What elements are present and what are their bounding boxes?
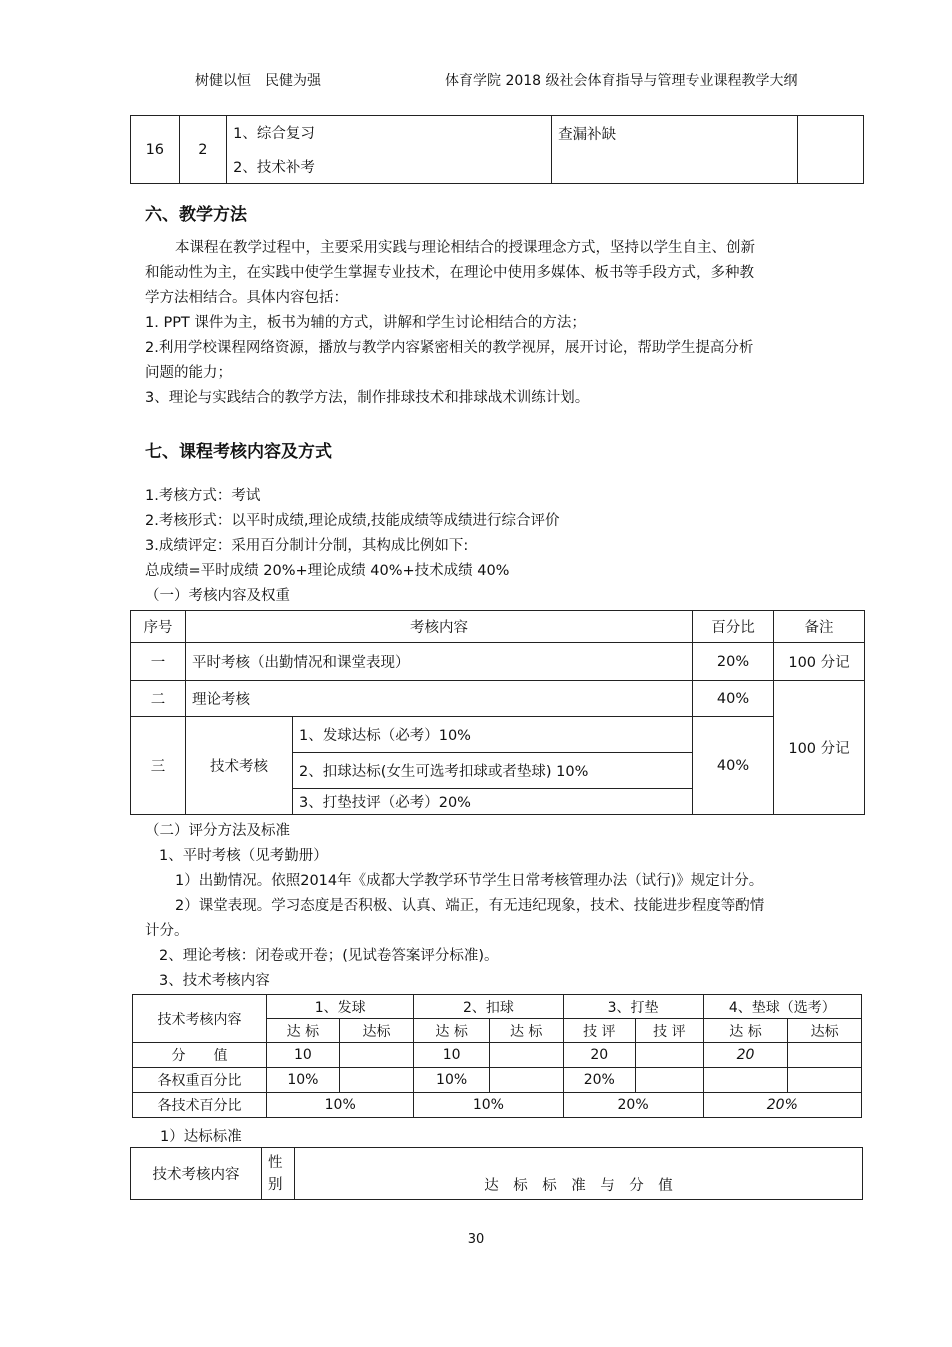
row3-pct: 40% (693, 717, 774, 815)
gender-cell (262, 1148, 295, 1200)
method-item-1: 1. PPT 课件为主，板书为辅的方式，讲解和学生讨论相结合的方法； (145, 315, 586, 331)
row23-note: 100 分记 (774, 681, 865, 815)
para-line-2: 和能动性为主，在实践中使学生掌握专业技术，在理论中使用多媒体、板书等手段方式，多种教 (145, 265, 754, 281)
row1-content: 平时考核（出勤情况和课堂表现） (186, 643, 693, 681)
content-item-2: 2、技术补考 (227, 150, 552, 184)
row1-note: 100 分记 (774, 643, 865, 681)
standard-title: 1）达标标准 (160, 1129, 242, 1145)
label-weight: 各权重百分比 (133, 1068, 267, 1093)
standard-table (130, 1147, 863, 1200)
weight-empty-4 (703, 1068, 788, 1093)
scoring-item-1-2-line-1: 2）课堂表现。学习态度是否积极、认真、端正，有无违纪现象，技术、技能进步程度等酌情 (175, 898, 765, 914)
page-number: 30 (467, 1232, 485, 1247)
section-7-title: 七、课程考核内容及方式 (145, 442, 332, 462)
score-pass: 20 (563, 1043, 636, 1068)
score-empty-4 (788, 1043, 862, 1068)
section-6-title: 六、教学方法 (145, 205, 247, 225)
tech-pct-spike: 10% (414, 1093, 563, 1118)
gender-top: 性 (268, 1154, 283, 1171)
subhead-1: 达 标 (267, 1019, 340, 1043)
subhead-5: 技 评 (563, 1019, 636, 1043)
empty-cell (798, 116, 864, 184)
tech-pct-dig: 20% (703, 1093, 861, 1118)
row2-pct: 40% (693, 681, 774, 717)
row2-no: 二 (131, 681, 186, 717)
th-note: 备注 (774, 611, 865, 643)
subsection-1-title: （一）考核内容及权重 (145, 588, 290, 604)
goal-cell: 查漏补缺 (552, 116, 798, 184)
row1-pct: 20% (693, 643, 774, 681)
header-motto: 树健以恒 民健为强 (195, 73, 321, 89)
score-serve: 10 (267, 1043, 340, 1068)
row3-sub-1: 1、发球达标（必考）10% (293, 717, 693, 753)
weight-serve: 10% (267, 1068, 340, 1093)
header-title: 体育学院 2018 级社会体育指导与管理专业课程教学大纲 (445, 73, 798, 89)
assess-form-line: 2.考核形式：以平时成绩,理论成绩,技能成绩等成绩进行综合评价 (145, 513, 560, 529)
group-pass: 3、打垫 (563, 995, 703, 1019)
group-spike: 2、扣球 (414, 995, 563, 1019)
tech-pct-serve: 10% (267, 1093, 414, 1118)
subhead-6: 技 评 (636, 1019, 704, 1043)
group-serve: 1、发球 (267, 995, 414, 1019)
row3-sub-3: 3、打垫技评（必考）20% (293, 789, 693, 815)
method-item-2-line-1: 2.利用学校课程网络资源，播放与教学内容紧密相关的教学视屏，展开讨论，帮助学生提高分析 (145, 340, 754, 356)
scoring-item-2: 2、理论考核：闭卷或开卷；(见试卷答案评分标准)。 (159, 948, 499, 964)
grade-rule-line: 3.成绩评定：采用百分制计分制，其构成比例如下: (145, 538, 469, 554)
section-6-paragraph (145, 236, 755, 411)
gender-bottom: 别 (268, 1176, 283, 1193)
score-dig: 20 (703, 1043, 788, 1068)
subhead-3: 达 标 (414, 1019, 490, 1043)
method-item-3: 3、理论与实践结合的教学方法，制作排球技术和排球战术训练计划。 (145, 390, 590, 406)
weight-empty-1 (339, 1068, 414, 1093)
week-cell: 16 (131, 116, 180, 184)
row3-content: 技术考核 (186, 717, 293, 815)
content-item-1: 1、综合复习 (227, 116, 552, 150)
para-line-1: 本课程在教学过程中，主要采用实践与理论相结合的授课理念方式，坚持以学生自主、创新 (175, 240, 755, 256)
tech-corner: 技术考核内容 (133, 995, 267, 1043)
para-line-3: 学方法相结合。具体内容包括： (145, 290, 348, 306)
weight-spike: 10% (414, 1068, 490, 1093)
label-score: 分 值 (133, 1043, 267, 1068)
row2-content: 理论考核 (186, 681, 693, 717)
standard-label: 达 标 标 准 与 分 值 (295, 1148, 863, 1200)
th-no: 序号 (131, 611, 186, 643)
method-item-2-line-2: 问题的能力； (145, 365, 232, 381)
scoring-item-1-1: 1）出勤情况。依照2014年《成都大学教学环节学生日常考核管理办法（试行)》规定计分。 (175, 873, 764, 889)
tech-table (132, 994, 862, 1118)
scoring-item-1: 1、平时考核（见考勤册） (159, 848, 328, 864)
hours-cell: 2 (179, 116, 227, 184)
weight-empty-3 (636, 1068, 704, 1093)
row3-sub-2: 2、扣球达标(女生可选考扣球或者垫球) 10% (293, 753, 693, 789)
score-empty-2 (489, 1043, 563, 1068)
subhead-8: 达标 (788, 1019, 862, 1043)
group-dig: 4、垫球（选考） (703, 995, 861, 1019)
row1-no: 一 (131, 643, 186, 681)
weight-pass: 20% (563, 1068, 636, 1093)
th-pct: 百分比 (693, 611, 774, 643)
label-tech-pct: 各技术百分比 (133, 1093, 267, 1118)
subhead-4: 达 标 (489, 1019, 563, 1043)
score-spike: 10 (414, 1043, 490, 1068)
subhead-7: 达 标 (703, 1019, 788, 1043)
weight-empty-2 (489, 1068, 563, 1093)
total-formula-line: 总成绩=平时成绩 20%+理论成绩 40%+技术成绩 40% (145, 563, 510, 579)
scoring-item-1-2-line-2: 计分。 (145, 923, 189, 939)
score-empty-3 (636, 1043, 704, 1068)
tech-pct-pass: 20% (563, 1093, 703, 1118)
scoring-item-3: 3、技术考核内容 (159, 973, 270, 989)
weight-empty-5 (788, 1068, 862, 1093)
schedule-table (130, 115, 864, 184)
scoring-section (145, 819, 764, 994)
th-content: 考核内容 (186, 611, 693, 643)
standard-corner: 技术考核内容 (131, 1148, 262, 1200)
assessment-table (130, 610, 865, 815)
score-empty-1 (339, 1043, 414, 1068)
assess-method-line: 1.考核方式：考试 (145, 488, 261, 504)
subsection-2-title: （二）评分方法及标准 (145, 823, 290, 839)
subhead-2: 达标 (339, 1019, 414, 1043)
section-7-lines (145, 484, 560, 609)
row3-no: 三 (131, 717, 186, 815)
